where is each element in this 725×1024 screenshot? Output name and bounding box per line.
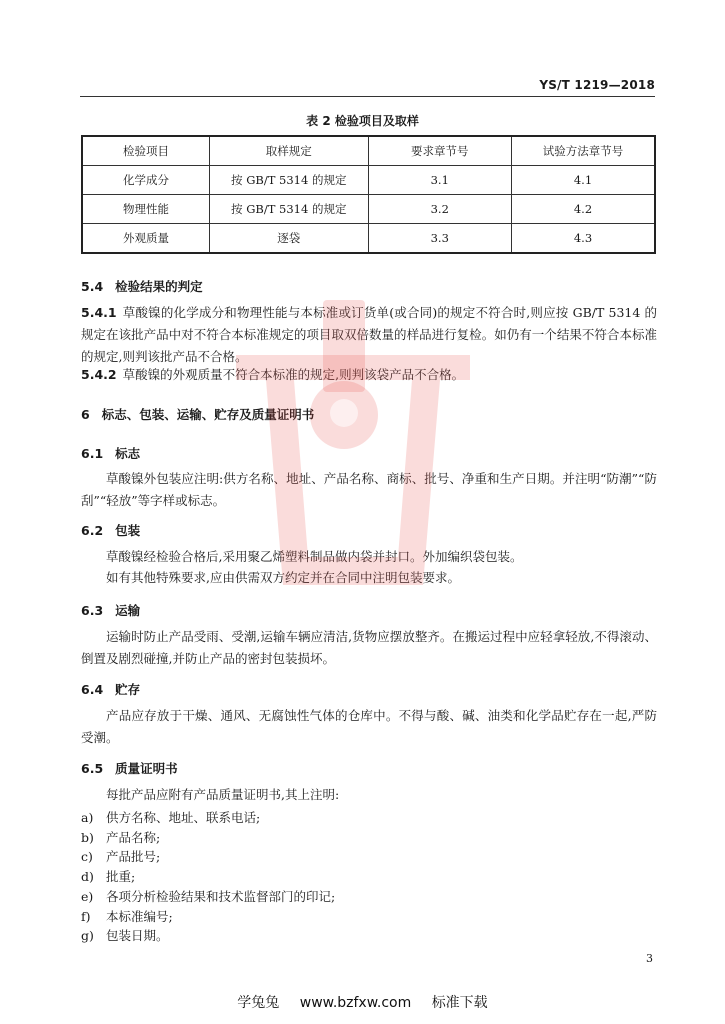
list-item: b) 产品名称; [81, 829, 161, 845]
section-heading-6: 6 标志、包装、运输、贮存及质量证明书 [81, 407, 315, 422]
paragraph-6-2-a: 草酸镍经检验合格后,采用聚乙烯塑料制品做内袋并封口。外加编织袋包装。 [106, 549, 523, 564]
table-cell: 外观质量 [82, 224, 210, 254]
table-cell: 3.2 [368, 195, 511, 224]
inspection-table [81, 135, 656, 254]
table-cell: 3.3 [368, 224, 511, 254]
table-cell: 4.2 [511, 195, 655, 224]
table-title: 表 2 检验项目及取样 [306, 114, 419, 128]
paragraph-6-5-intro: 每批产品应附有产品质量证明书,其上注明: [106, 787, 340, 802]
column-header: 要求章节号 [368, 136, 511, 166]
footer-tagline: 标准下载 [431, 995, 488, 1011]
header-rule [80, 96, 655, 97]
table-cell: 化学成分 [82, 166, 210, 195]
paragraph-6-3: 运输时防止产品受雨、受潮,运输车辆应清洁,货物应摆放整齐。在搬运过程中应轻拿轻放,不得滚动、倒置及剧烈碰撞,并防止产品的密封包装损坏。 [81, 629, 657, 666]
paragraph-6-2-b: 如有其他特殊要求,应由供需双方约定并在合同中注明包装要求。 [106, 570, 460, 585]
red-logo-icon [228, 285, 478, 615]
clause-5-4-2: 5.4.2 草酸镍的外观质量不符合本标准的规定,则判该袋产品不合格。 [81, 367, 465, 382]
footer-banner [0, 992, 725, 1012]
section-heading-6-2: 6.2 包装 [81, 523, 141, 538]
table-row [82, 224, 655, 254]
list-item: a) 供方名称、地址、联系电话; [81, 810, 261, 825]
paragraph-6-1: 草酸镍外包装应注明:供方名称、地址、产品名称、商标、批号、净重和生产日期。并注明“防潮”“防刮”“轻放”等字样或标志。 [81, 471, 657, 508]
standard-code: YS/T 1219—2018 [539, 78, 655, 92]
column-header: 取样规定 [210, 136, 368, 166]
section-heading-6-4: 6.4 贮存 [81, 682, 141, 697]
table-row [82, 195, 655, 224]
list-item: e) 各项分析检验结果和技术监督部门的印记; [81, 888, 336, 904]
table-cell: 4.1 [511, 166, 655, 195]
clause-5-4-1: 5.4.1 草酸镍的化学成分和物理性能与本标准或订货单(或合同)的规定不符合时,则应按 GB/T 5314 的规定在该批产品中对不符合本标准规定的项目取双倍数量的样品进行复检。如仍有一个结果不符合本标准的规定,则判该批产品不合格。 [81, 305, 657, 364]
table-cell: 4.3 [511, 224, 655, 254]
column-header: 检验项目 [82, 136, 210, 166]
footer-site-name: 学兔兔 [237, 995, 280, 1011]
page-number: 3 [646, 952, 653, 965]
paragraph-6-4: 产品应存放于干燥、通风、无腐蚀性气体的仓库中。不得与酸、碱、油类和化学品贮存在一起,严防受潮。 [81, 708, 657, 745]
table-cell: 逐袋 [210, 224, 368, 254]
table-cell: 按 GB/T 5314 的规定 [210, 166, 368, 195]
section-heading-6-1: 6.1 标志 [81, 446, 141, 461]
table-cell: 物理性能 [82, 195, 210, 224]
table-cell: 3.1 [368, 166, 511, 195]
table-cell: 按 GB/T 5314 的规定 [210, 195, 368, 224]
table-row [82, 166, 655, 195]
certificate-item-list [81, 808, 657, 946]
footer-url[interactable]: www.bzfxw.com [299, 995, 412, 1011]
column-header: 试验方法章节号 [511, 136, 655, 166]
table-header-row [82, 136, 655, 166]
section-heading-6-5: 6.5 质量证明书 [81, 761, 178, 776]
section-heading-5-4: 5.4 检验结果的判定 [81, 279, 203, 294]
section-heading-6-3: 6.3 运输 [81, 603, 141, 618]
list-item: c) 产品批号; [81, 849, 161, 865]
list-item: d) 批重; [81, 869, 136, 885]
list-item: g) 包装日期。 [81, 928, 169, 944]
list-item: f) 本标准编号; [81, 908, 173, 924]
